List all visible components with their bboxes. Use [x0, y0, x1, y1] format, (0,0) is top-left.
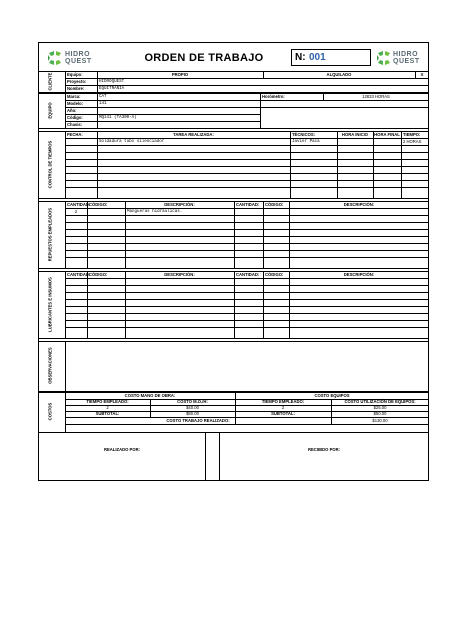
proyecto-label: Proyecto: — [67, 78, 87, 84]
lubricantes-descripcion-label: DESCRIPCIÓN: — [164, 271, 195, 277]
eq-tiempo-label: TIEMPO EMPLEADO: — [261, 399, 305, 405]
mo-tiempo-label: TIEMPO EMPLEADO: — [86, 399, 129, 405]
codigo-label: Código: — [67, 114, 83, 120]
alquilado-label: ALQUILADO — [326, 71, 352, 77]
costo-equipos-label: COSTO EQUIPOS — [314, 392, 350, 398]
order-number-value: 001 — [309, 52, 326, 63]
lubricantes-section-label: LUBRICANTES E INSUMOS — [47, 277, 53, 332]
marca-value: CAT — [99, 94, 107, 99]
costos-section-label: COSTOS — [47, 402, 53, 421]
repuestos-codigo-label: CÓDIGO: — [89, 201, 108, 207]
lubricantes-cantidad-label-2: CANTIDAD: — [236, 271, 260, 277]
total-label: COSTO TRABAJO REALIZADO: — [166, 417, 230, 423]
page-title: ORDEN DE TRABAJO — [144, 52, 264, 64]
control-section-label: CONTROL DE TIEMPOS — [47, 140, 53, 189]
mo-subtotal-label: SUBTOTAL: — [95, 411, 120, 417]
lubricantes-codigo-label: CÓDIGO: — [89, 271, 108, 277]
observaciones-section — [38, 341, 429, 392]
horometro-value: 12833 HORAS — [362, 93, 390, 99]
brand-line2: QUEST — [65, 58, 92, 65]
chasis-label: Chasis: — [67, 121, 83, 127]
codigo-value: MQ141 (TA300-A) — [99, 115, 137, 120]
marca-label: Marca: — [67, 93, 81, 99]
mo-subtotal-value: $80.00 — [186, 411, 199, 417]
repuestos-row-qty: 2 — [74, 208, 78, 214]
observaciones-section-label: OBSERVACIONES — [47, 347, 53, 384]
hidroquest-logo-icon — [376, 50, 392, 66]
tiempo-label: TIEMPO: — [403, 131, 421, 137]
eq-tiempo-value: 2 — [281, 405, 285, 411]
lubricantes-cantidad-label: CANTIDAD: — [67, 271, 91, 277]
horometro-label: Horómetro: — [262, 93, 285, 99]
anio-label: Año: — [67, 107, 77, 113]
brand-line1: HIDRO — [65, 51, 91, 58]
tarea-value: Soldadura tubo silenciador — [99, 139, 165, 144]
mo-costo-value: $40.00 — [186, 405, 199, 411]
mo-tiempo-value: 2 — [106, 405, 109, 411]
left-logo — [47, 49, 107, 67]
modelo-value: 141 — [99, 101, 107, 106]
hidroquest-logo-icon — [47, 50, 63, 66]
repuestos-cantidad-label: CANTIDAD: — [67, 201, 91, 207]
order-number-box — [291, 49, 371, 66]
repuestos-descripcion-label-2: DESCRIPCIÓN: — [343, 201, 375, 207]
fecha-label: FECHA: — [67, 131, 83, 137]
total-value: $130.00 — [372, 417, 388, 423]
recibido-por-label: RECIBIDO POR: — [307, 447, 341, 452]
lubricantes-codigo-label-2: CÓDIGO: — [265, 271, 284, 277]
repuestos-row-desc: Mangueras hidráulicas. — [127, 209, 183, 214]
right-logo — [376, 49, 428, 67]
lubricantes-descripcion-label-2: DESCRIPCIÓN: — [343, 271, 375, 277]
mano-obra-label: COSTO MANO DE OBRA: — [124, 392, 176, 398]
work-order-sheet — [38, 42, 429, 481]
mo-costo-h-label: COSTO M.O./H: — [177, 399, 208, 405]
repuestos-descripcion-label: DESCRIPCIÓN: — [164, 201, 195, 207]
nombre-value: EQUITRANIA — [99, 86, 125, 91]
hora-inicio-label: HORA INICIO — [341, 131, 369, 137]
tarea-label: TAREA REALIZADA: — [173, 131, 214, 137]
cliente-section-label: CLIENTE — [47, 72, 53, 91]
eq-costo-value: $25.00 — [373, 405, 387, 411]
nombre-label: Nombre: — [67, 85, 85, 91]
brand-line1: HIDRO — [393, 51, 419, 58]
order-number-label: N: — [295, 52, 306, 63]
propio-label: PROPIO — [171, 71, 189, 77]
proyecto-value: HIDROQUEST — [99, 79, 125, 84]
tecnico-value: Javier Paca — [292, 139, 320, 144]
eq-costo-util-label: COSTO UTILIZACIÓN DE EQUIPOS: — [344, 399, 416, 405]
realizado-por-label: REALIZADO POR: — [103, 447, 141, 452]
equipo-section-label: EQUIPO — [47, 102, 53, 119]
repuestos-codigo-label-2: CÓDIGO: — [265, 201, 284, 207]
alquilado-mark: X — [420, 71, 424, 77]
repuestos-section-label: REPUESTOS EMPLEADOS — [47, 207, 53, 262]
modelo-label: Modelo: — [67, 100, 84, 106]
tecnicos-label: TÉCNICOS: — [292, 131, 316, 137]
equipo-label: Equipo: — [67, 71, 83, 77]
eq-subtotal-label: SUBTOTAL: — [271, 411, 295, 417]
brand-line2: QUEST — [393, 58, 420, 65]
repuestos-cantidad-label-2: CANTIDAD: — [236, 201, 260, 207]
tiempo-value: 2 HORAS — [403, 138, 422, 144]
eq-subtotal-value: $50.00 — [373, 411, 387, 417]
hora-final-label: HORA FINAL — [374, 131, 400, 137]
